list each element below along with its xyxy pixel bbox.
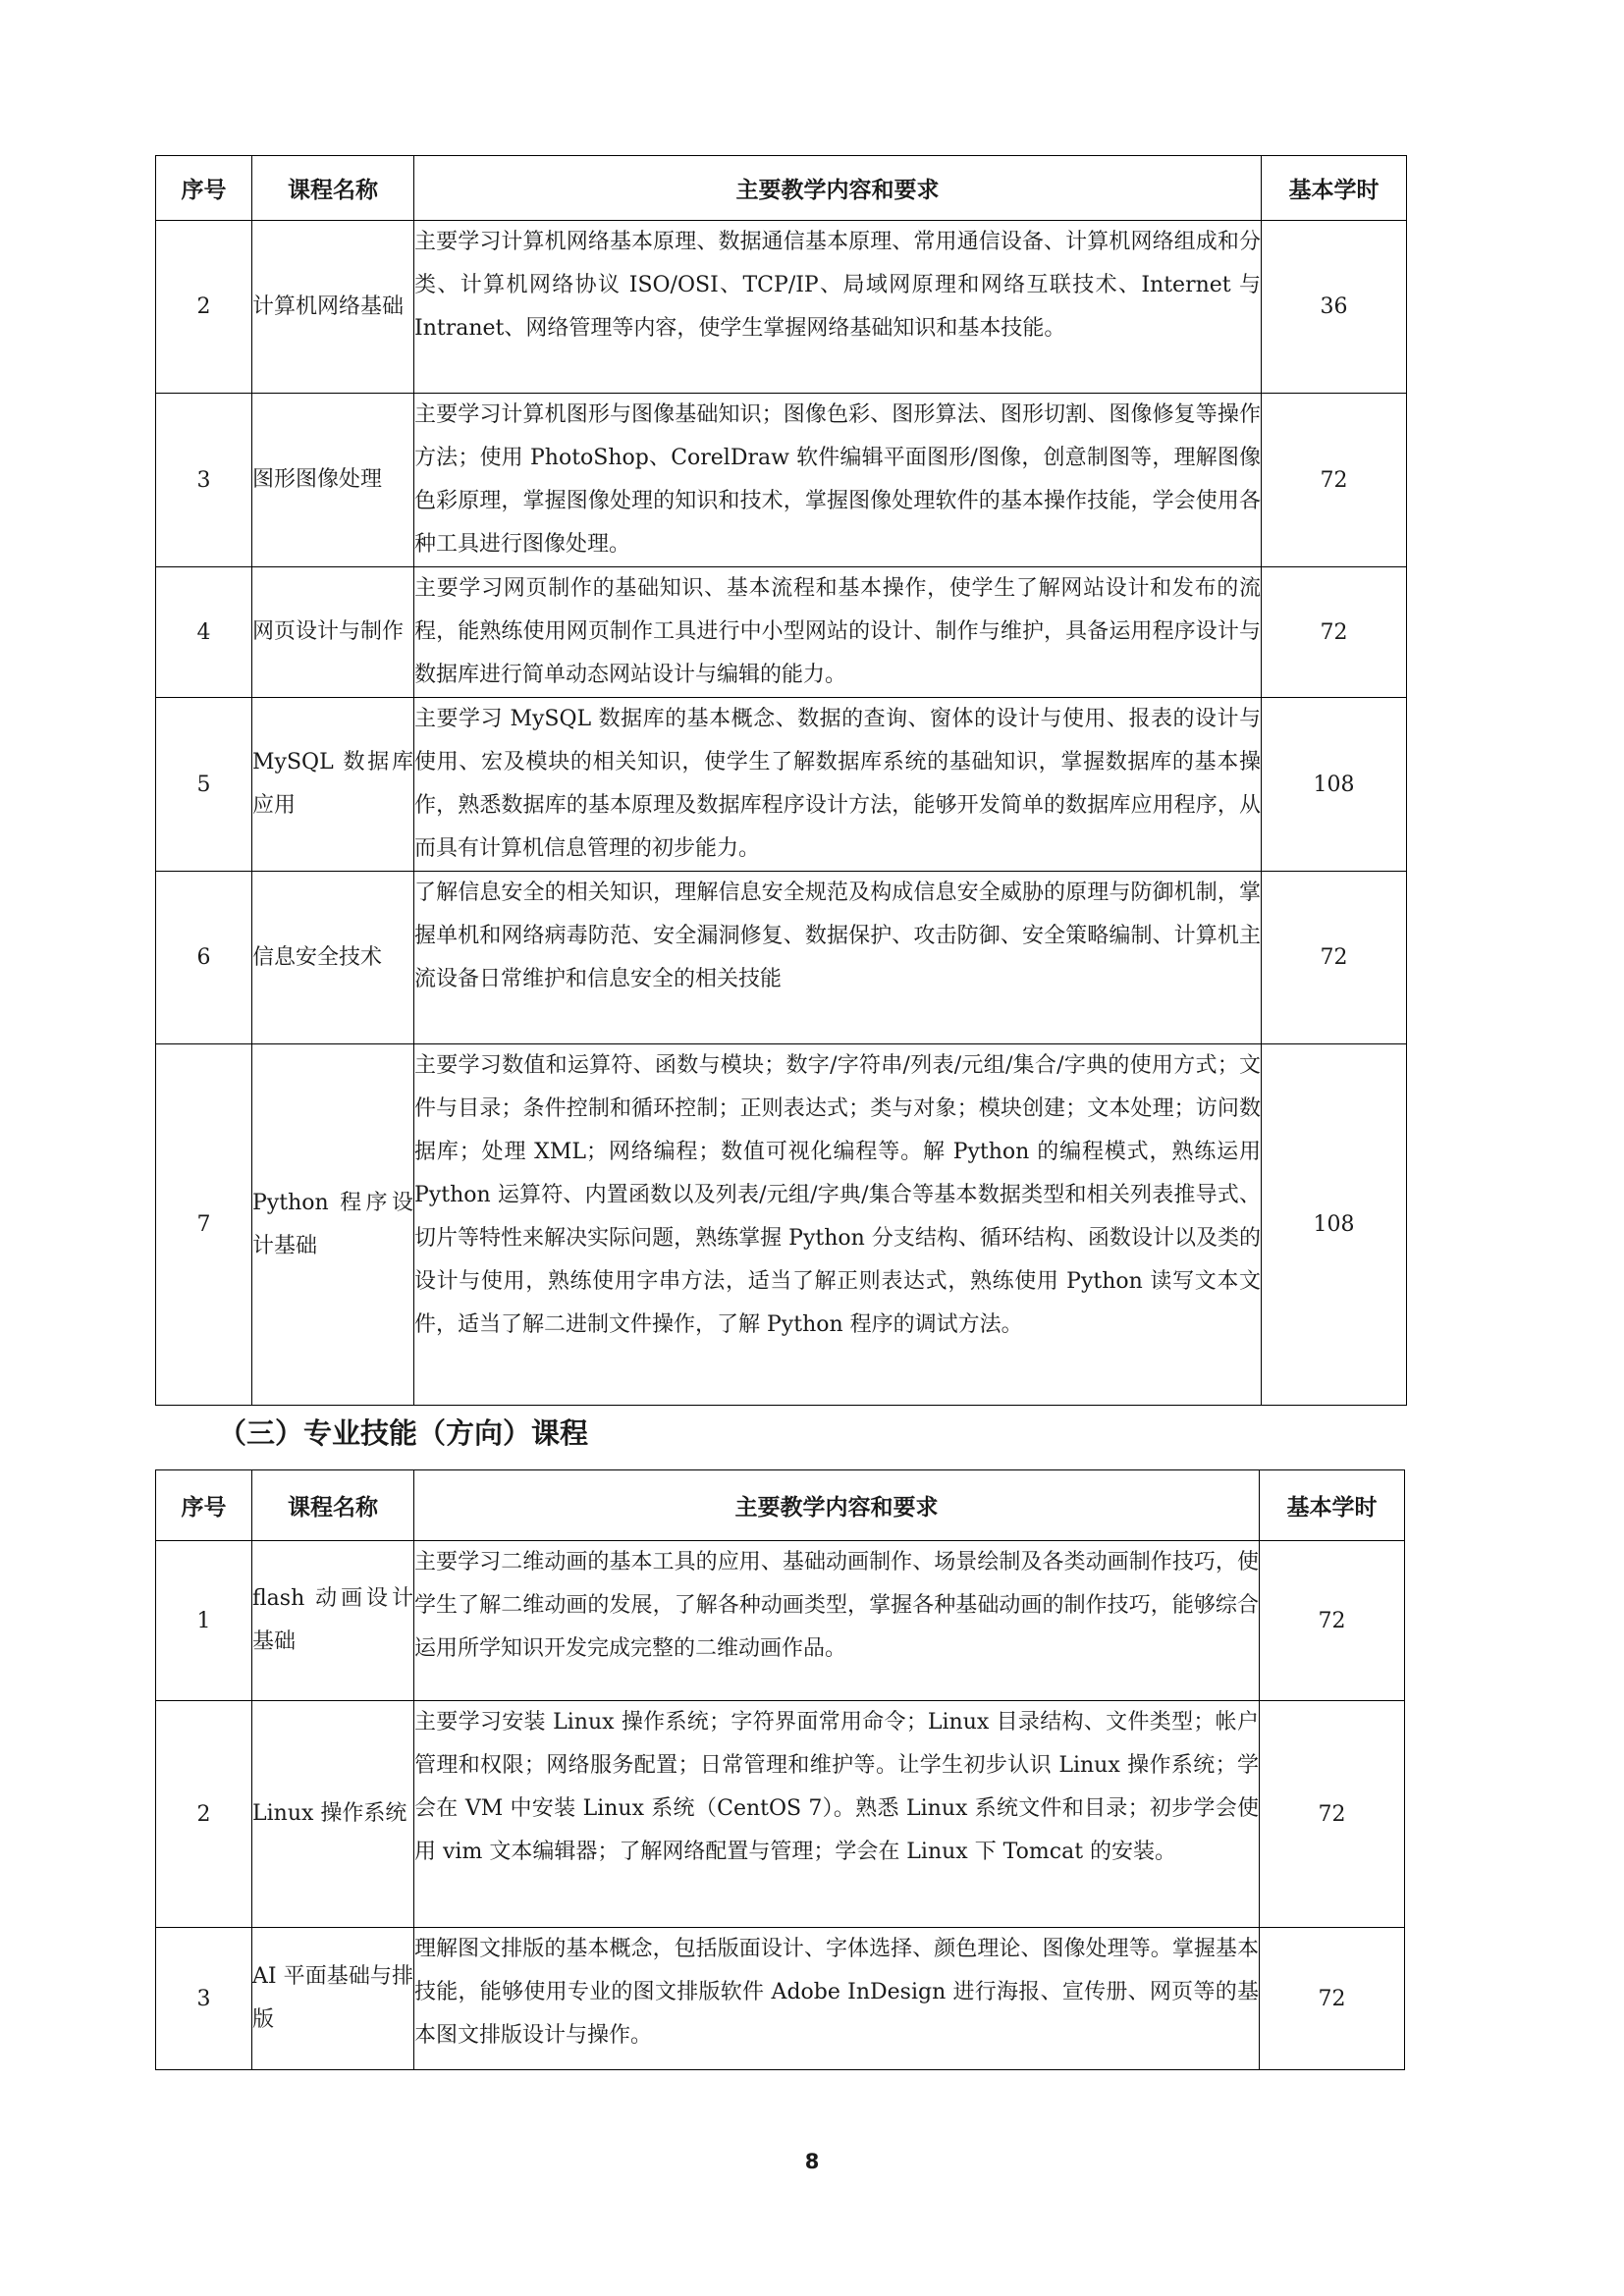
row-hours: 72 — [1260, 1541, 1405, 1701]
row-course-name: MySQL 数据库应用 — [252, 698, 414, 872]
row-content: 主要学习 MySQL 数据库的基本概念、数据的查询、窗体的设计与使用、报表的设计与使用、宏及模块的相关知识，使学生了解数据库系统的基础知识，掌握数据库的基本操作，熟悉数据库的基本原理及数据库程序设计方法，能够开发简单的数据库应用程序，从而具有计算机信息管理的初步能力。 — [414, 698, 1262, 872]
row-course-name: Linux 操作系统 — [252, 1701, 414, 1928]
table-row — [156, 221, 1407, 394]
row-content: 了解信息安全的相关知识，理解信息安全规范及构成信息安全威胁的原理与防御机制，掌握单机和网络病毒防范、安全漏洞修复、数据保护、攻击防御、安全策略编制、计算机主流设备日常维护和信息安全的相关技能 — [414, 872, 1262, 1044]
row-serial-no: 2 — [156, 221, 252, 394]
row-serial-no: 3 — [156, 394, 252, 567]
row-hours: 36 — [1262, 221, 1407, 394]
row-hours: 108 — [1262, 698, 1407, 872]
header-course-name: 课程名称 — [252, 156, 414, 221]
row-serial-no: 5 — [156, 698, 252, 872]
row-hours: 72 — [1262, 567, 1407, 698]
header-serial-no: 序号 — [156, 156, 252, 221]
row-hours: 108 — [1262, 1044, 1407, 1406]
table-row — [156, 1701, 1405, 1928]
row-content: 主要学习网页制作的基础知识、基本流程和基本操作，使学生了解网站设计和发布的流程，能熟练使用网页制作工具进行中小型网站的设计、制作与维护，具备运用程序设计与数据库进行简单动态网站设计与编辑的能力。 — [414, 567, 1262, 698]
row-course-name: flash 动画设计基础 — [252, 1541, 414, 1701]
header-hours: 基本学时 — [1260, 1470, 1405, 1541]
table-row — [156, 1541, 1405, 1701]
row-serial-no: 1 — [156, 1541, 252, 1701]
row-serial-no: 2 — [156, 1701, 252, 1928]
header-content: 主要教学内容和要求 — [414, 156, 1262, 221]
table-header-row — [156, 156, 1407, 221]
table-row — [156, 1928, 1405, 2070]
row-content: 主要学习安装 Linux 操作系统；字符界面常用命令；Linux 目录结构、文件类型；帐户管理和权限；网络服务配置；日常管理和维护等。让学生初步认识 Linux 操作系统；学会在 VM 中安装 Linux 系统（CentOS 7）。熟悉 Linux 系统文件和目录；初步学会使用 vim 文本编辑器；了解网络配置与管理；学会在 Linux 下 Tomcat 的安装。 — [414, 1701, 1260, 1928]
row-hours: 72 — [1262, 872, 1407, 1044]
header-serial-no: 序号 — [156, 1470, 252, 1541]
row-serial-no: 3 — [156, 1928, 252, 2070]
row-content: 理解图文排版的基本概念，包括版面设计、字体选择、颜色理论、图像处理等。掌握基本技能，能够使用专业的图文排版软件 Adobe InDesign 进行海报、宣传册、网页等的基本图文排版设计与操作。 — [414, 1928, 1260, 2070]
table-row — [156, 394, 1407, 567]
course-table-skills — [155, 1469, 1405, 2070]
row-content: 主要学习计算机图形与图像基础知识；图像色彩、图形算法、图形切割、图像修复等操作方法；使用 PhotoShop、CorelDraw 软件编辑平面图形/图像，创意制图等，理解图像色彩原理，掌握图像处理的知识和技术，掌握图像处理软件的基本操作技能，学会使用各种工具进行图像处理。 — [414, 394, 1262, 567]
row-content: 主要学习二维动画的基本工具的应用、基础动画制作、场景绘制及各类动画制作技巧，使学生了解二维动画的发展，了解各种动画类型，掌握各种基础动画的制作技巧，能够综合运用所学知识开发完成完整的二维动画作品。 — [414, 1541, 1260, 1701]
row-course-name: 计算机网络基础 — [252, 221, 414, 394]
row-serial-no: 6 — [156, 872, 252, 1044]
table-row — [156, 567, 1407, 698]
row-course-name: Python 程序设计基础 — [252, 1044, 414, 1406]
row-hours: 72 — [1260, 1928, 1405, 2070]
row-course-name: 信息安全技术 — [252, 872, 414, 1044]
row-course-name: 网页设计与制作 — [252, 567, 414, 698]
page-number: 8 — [804, 2150, 820, 2173]
row-course-name: 图形图像处理 — [252, 394, 414, 567]
row-content: 主要学习计算机网络基本原理、数据通信基本原理、常用通信设备、计算机网络组成和分类、计算机网络协议 ISO/OSI、TCP/IP、局域网原理和网络互联技术、Internet 与 Intranet、网络管理等内容，使学生掌握网络基础知识和基本技能。 — [414, 221, 1262, 394]
table-row — [156, 1044, 1407, 1406]
header-hours: 基本学时 — [1262, 156, 1407, 221]
course-table-core — [155, 155, 1407, 1406]
row-content: 主要学习数值和运算符、函数与模块；数字/字符串/列表/元组/集合/字典的使用方式；文件与目录；条件控制和循环控制；正则表达式；类与对象；模块创建；文本处理；访问数据库；处理 XML；网络编程；数值可视化编程等。解 Python 的编程模式，熟练运用 Python 运算符、内置函数以及列表/元组/字典/集合等基本数据类型和相关列表推导式、切片等特性来解决实际问题，熟练掌握 Python 分支结构、循环结构、函数设计以及类的设计与使用，熟练使用字串方法，适当了解正则表达式，熟练使用 Python 读写文本文件，适当了解二进制文件操作，了解 Python 程序的调试方法。 — [414, 1044, 1262, 1406]
header-content: 主要教学内容和要求 — [414, 1470, 1260, 1541]
row-serial-no: 4 — [156, 567, 252, 698]
row-hours: 72 — [1260, 1701, 1405, 1928]
section-heading: （三）专业技能（方向）课程 — [218, 1416, 589, 1450]
table-row — [156, 872, 1407, 1044]
table-row — [156, 698, 1407, 872]
row-hours: 72 — [1262, 394, 1407, 567]
header-course-name: 课程名称 — [252, 1470, 414, 1541]
row-course-name: AI 平面基础与排版 — [252, 1928, 414, 2070]
table-header-row — [156, 1470, 1405, 1541]
row-serial-no: 7 — [156, 1044, 252, 1406]
